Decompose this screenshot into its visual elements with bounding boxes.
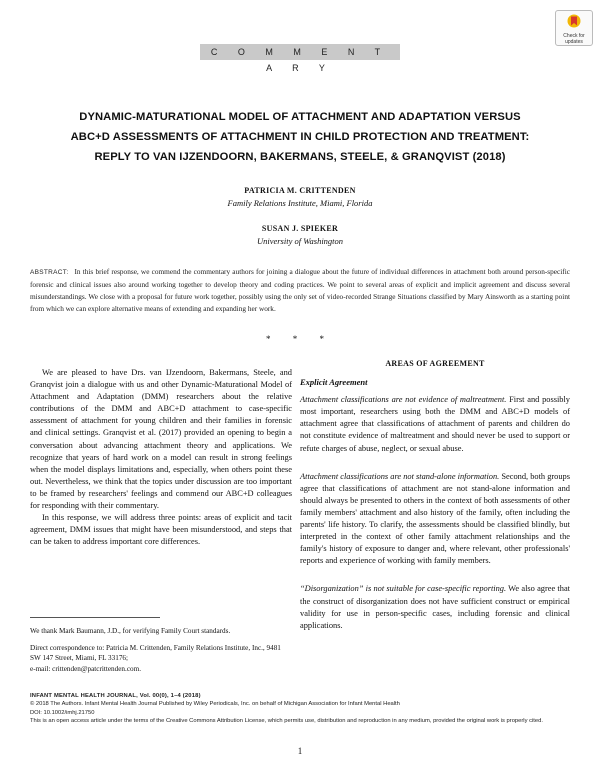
point-lead: “Disorganization” is not suitable for case-specific reporting. xyxy=(300,584,507,594)
badge-text-2: updates xyxy=(565,39,583,45)
copyright-notice: © 2018 The Authors. Infant Mental Health Journal Published by Wiley Periodicals, Inc. on behalf of Michigan Association for Infant Mental Health xyxy=(30,701,400,708)
abstract-label: ABSTRACT: xyxy=(30,269,69,276)
agreement-point xyxy=(300,583,570,631)
author-name: SUSAN J. SPIEKER xyxy=(261,224,339,233)
section-label-bar xyxy=(200,44,400,73)
author-affiliation: Family Relations Institute, Miami, Florida xyxy=(227,198,373,208)
point-lead: Attachment classifications are not stand-alone information. xyxy=(300,471,500,481)
agreement-point xyxy=(300,394,570,454)
subsection-heading: Explicit Agreement xyxy=(300,377,368,388)
author-name: PATRICIA M. CRITTENDEN xyxy=(244,186,356,195)
check-for-updates-badge[interactable] xyxy=(555,10,593,46)
email: e-mail: crittenden@patcrittenden.com. xyxy=(30,664,141,673)
point-text: We also agree that the construct of disorganization does not have sufficient construct or empirical validity for use in person-specific cases, including forensic and clinical applications. xyxy=(300,584,570,630)
title-line: ABC+D ASSESSMENTS OF ATTACHMENT IN CHILD PROTECTION AND TREATMENT: xyxy=(70,131,530,143)
title-line: DYNAMIC-MATURATIONAL MODEL OF ATTACHMENT AND ADAPTATION VERSUS xyxy=(79,111,521,123)
agreement-point xyxy=(300,471,570,568)
page-number: 1 xyxy=(297,746,303,756)
section-heading: AREAS OF AGREEMENT xyxy=(385,359,485,368)
section-divider: * * * xyxy=(266,334,334,344)
journal-info xyxy=(30,692,575,726)
license-notice: This is an open access article under the terms of the Creative Commons Attribution License, which permits use, distribution and reproduction in any medium, provided the original work is properly cited. xyxy=(30,718,543,725)
body-paragraph: In this response, we will address three points: areas of explicit and tacit agreement, DMM issues that might have been misunderstood, and steps that can be taken to address important core differences. xyxy=(30,513,292,547)
doi[interactable]: DOI: 10.1002/imhj.21750 xyxy=(30,709,95,716)
left-column xyxy=(30,367,292,548)
section-label: C O M M E N T A R Y xyxy=(210,47,390,73)
point-text: First and possibly most important, researchers using both the DMM and ABC+D models of attachment agree that classifications of attachment of parents and children do not constitute evidence of maltreatment and should never be used to support or refute charges of abuse, neglect, or sexual abuse. xyxy=(300,395,570,453)
abstract xyxy=(30,266,570,315)
point-lead: Attachment classifications are not evidence of maltreatment. xyxy=(300,395,507,405)
author-affiliation: University of Washington xyxy=(256,236,344,246)
acknowledgment: We thank Mark Baumann, J.D., for verifying Family Court standards. xyxy=(30,627,231,635)
bookmark-icon xyxy=(567,14,581,28)
journal-citation: INFANT MENTAL HEALTH JOURNAL, Vol. 00(0), 1–4 (2018) xyxy=(30,693,201,699)
title-line: REPLY TO VAN IJZENDOORN, BAKERMANS, STEELE, & GRANQVIST (2018) xyxy=(94,151,506,163)
body-paragraph: We are pleased to have Drs. van IJzendoorn, Bakermans, Steele, and Granqvist join a dialogue with us and other Dynamic-Maturational Model of Attachment and Adaptation (DMM) researchers about the relative contributions of the DMM and ABC+D attachment to case-specific assessment of attachment for young children and their families in forensic and clinical settings. Granqvist et al. (2017) provided an opening to begin a conversation about advancing attachment theory and applications. We recognize that years of hard work on a model can result in strong feelings when the model displays limitations and, especially, when others point these out. Nevertheless, we think that the topics under discussion are too important to be framed by researchers' feelings and commend our ABC+D colleagues for responding with their commentary. xyxy=(30,368,292,511)
article-title xyxy=(20,107,580,167)
point-text: Second, both groups agree that classifications of attachment are not stand-alone information and should always be presented to others in the context of both assessments of other family members' attachment and also history of the family, often including the parents' life history. To clarify, the assessments should be classified blindly, but interpreted in the context of other family attachment relationships and the family's history of exposure to danger and, where relevant, other professionals' reports and experience of working with family members. xyxy=(300,471,570,566)
abstract-text: In this brief response, we commend the commentary authors for joining a dialogue about the future of individual differences in attachment both around person-specific forensic and clinical issues also around working together to develop theory and coding practices. We point to several areas of explicit and implicit agreement and discuss several misunderstandings. We close with a proposal for future work together, possibly using the only set of video-recorded Strange Situations classified by Mary Ainsworth as a starting point from which we can explore alternative means of extending and expanding her work. xyxy=(30,267,570,313)
right-column xyxy=(300,358,570,632)
correspondence: Direct correspondence to: Patricia M. Crittenden, Family Relations Institute, Inc., 9481 SW 147 Street, Miami, FL 33176; xyxy=(30,643,281,662)
badge-text-1: Check for xyxy=(563,33,585,39)
footnote-divider xyxy=(30,617,160,618)
footnotes xyxy=(30,626,292,680)
